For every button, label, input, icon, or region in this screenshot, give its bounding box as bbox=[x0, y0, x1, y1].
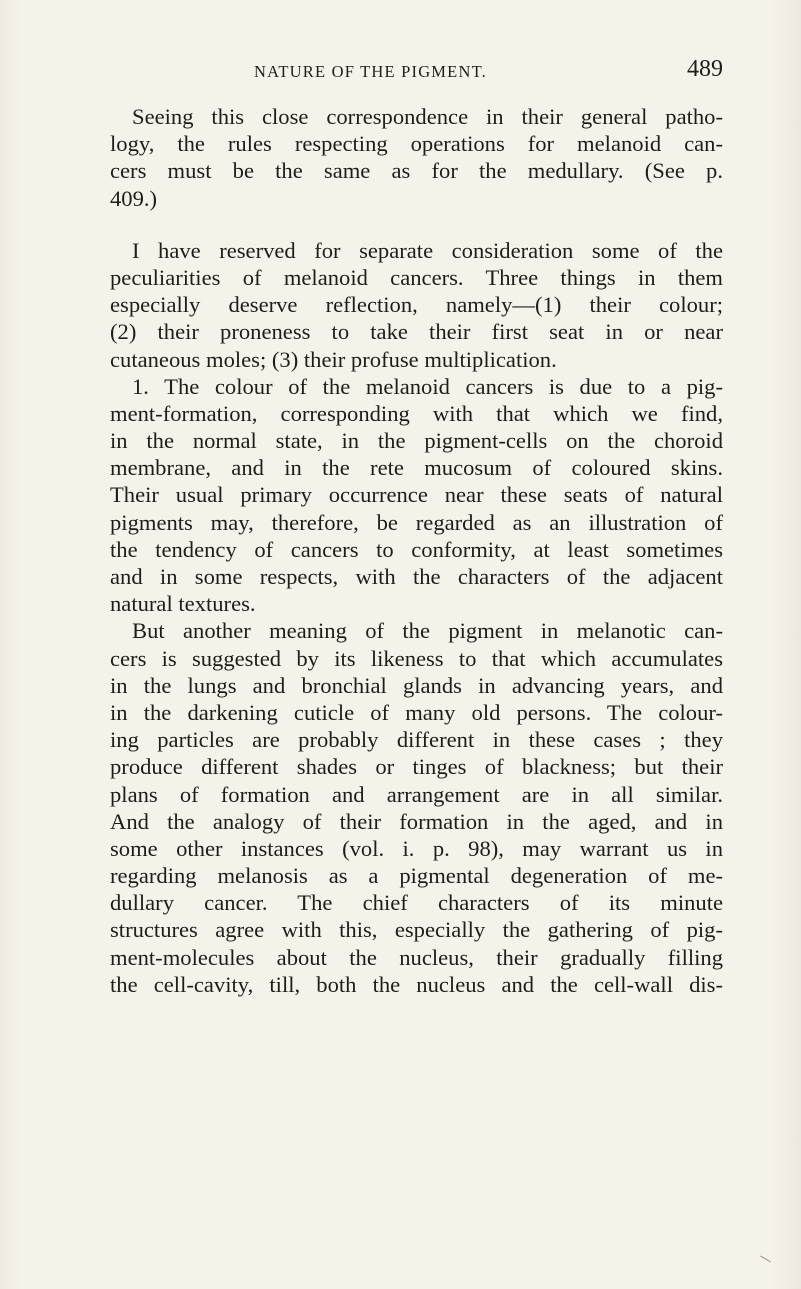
text-line: ment-formation, corresponding with that which we find, bbox=[110, 400, 723, 426]
body-text bbox=[110, 103, 723, 998]
text-line: ment-molecules about the nucleus, their gradually filling bbox=[110, 944, 723, 970]
text-line: ing particles are probably different in these cases ; they bbox=[110, 727, 723, 753]
text-line: And the analogy of their formation in the aged, and in bbox=[110, 808, 723, 834]
text-line: cers is suggested by its likeness to that which accumulates bbox=[110, 645, 723, 671]
text-line: I have reserved for separate consideration some of the bbox=[132, 237, 723, 263]
text-line: 1. The colour of the melanoid cancers is due to a pig- bbox=[132, 373, 723, 399]
text-line: cutaneous moles; (3) their profuse multiplication. bbox=[110, 346, 557, 372]
text-line: structures agree with this, especially the gathering of pig- bbox=[110, 917, 723, 943]
text-line: regarding melanosis as a pigmental degeneration of me- bbox=[110, 863, 723, 889]
paragraph-gap bbox=[110, 212, 723, 237]
text-line: in the darkening cuticle of many old persons. The colour- bbox=[110, 699, 723, 725]
text-line: cers must be the same as for the medullary. (See p. bbox=[110, 158, 723, 184]
text-line: Seeing this close correspondence in their general patho- bbox=[132, 104, 723, 129]
text-line: pigments may, therefore, be regarded as an illustration of bbox=[110, 509, 723, 535]
text-line: dullary cancer. The chief characters of its minute bbox=[110, 890, 723, 916]
text-line: membrane, and in the rete mucosum of coloured skins. bbox=[110, 455, 723, 481]
text-line: in the lungs and bronchial glands in advancing years, and bbox=[110, 672, 723, 698]
text-line: But another meaning of the pigment in melanotic can- bbox=[132, 618, 723, 644]
text-line: plans of formation and arrangement are in all similar. bbox=[110, 781, 723, 807]
text-line: and in some respects, with the characters of the adjacent bbox=[110, 564, 723, 589]
text-line: in the normal state, in the pigment-cells on the choroid bbox=[110, 428, 723, 454]
text-line: peculiarities of melanoid cancers. Three things in them bbox=[110, 264, 723, 290]
text-line: logy, the rules respecting operations for melanoid can- bbox=[110, 131, 723, 157]
page-number: 489 bbox=[687, 56, 723, 82]
text-line: Their usual primary occurrence near these seats of natural bbox=[110, 482, 723, 508]
text-line: some other instances (vol. i. p. 98), may warrant us in bbox=[110, 835, 723, 861]
page-header bbox=[110, 56, 723, 86]
text-line: (2) their proneness to take their first seat in or near bbox=[110, 319, 723, 345]
text-line: the tendency of cancers to conformity, at least sometimes bbox=[110, 536, 723, 562]
text-line: especially deserve reflection, namely—(1) their colour; bbox=[110, 292, 723, 318]
page-edge-mark bbox=[757, 1255, 771, 1267]
text-line: produce different shades or tinges of blackness; but their bbox=[110, 754, 723, 780]
running-title: NATURE OF THE PIGMENT. bbox=[254, 62, 487, 81]
text-line: 409.) bbox=[110, 185, 158, 211]
text-line: natural textures. bbox=[110, 591, 256, 617]
text-line: the cell-cavity, till, both the nucleus and the cell-wall dis- bbox=[110, 971, 723, 997]
